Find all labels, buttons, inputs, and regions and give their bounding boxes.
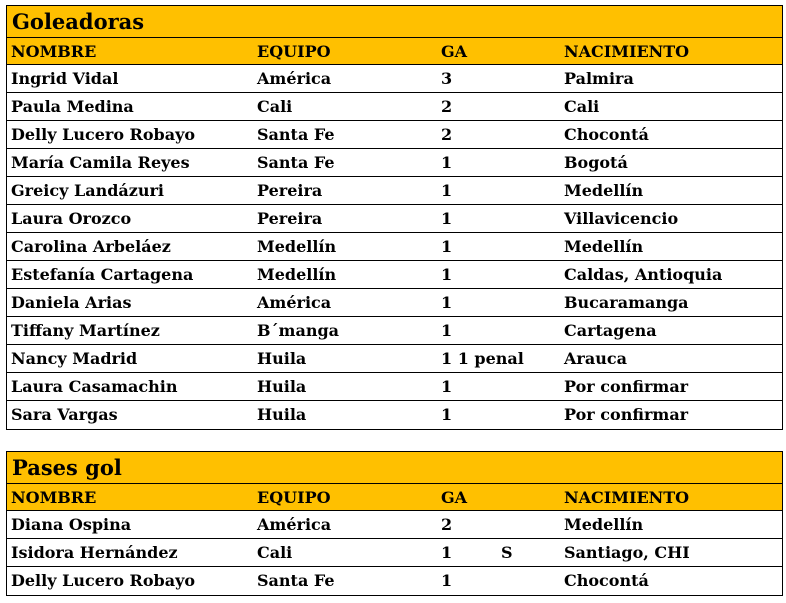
column-header-equipo: EQUIPO — [257, 42, 331, 61]
player-name: Estefanía Cartagena — [11, 265, 194, 284]
team-name: América — [257, 293, 332, 312]
table-row — [7, 205, 782, 233]
column-header-nacimiento: NACIMIENTO — [564, 42, 690, 61]
player-name: Ingrid Vidal — [11, 69, 119, 88]
table-row — [7, 539, 782, 567]
team-name: América — [257, 515, 332, 534]
player-name: Delly Lucero Robayo — [11, 125, 196, 144]
goals-value: 1 — [441, 405, 453, 424]
table-row — [7, 177, 782, 205]
goals-value: 2 — [441, 97, 453, 116]
player-name: Isidora Hernández — [11, 543, 178, 562]
team-name: Santa Fe — [257, 571, 335, 590]
goals-value: 1 — [441, 321, 453, 340]
table-row — [7, 261, 782, 289]
table-row — [7, 401, 782, 429]
team-name: América — [257, 69, 332, 88]
birthplace: Medellín — [564, 515, 644, 534]
birthplace: Cartagena — [564, 321, 657, 340]
pases-gol-title: Pases gol — [7, 452, 782, 484]
goals-value: 1 — [441, 153, 453, 172]
birthplace: Por confirmar — [564, 377, 689, 396]
table-row — [7, 289, 782, 317]
player-name: Laura Orozco — [11, 209, 132, 228]
goals-value: 1 — [441, 377, 453, 396]
goals-value: 2 — [441, 125, 453, 144]
player-name: Sara Vargas — [11, 405, 118, 424]
column-header-ga: GA — [441, 488, 468, 507]
table-row — [7, 511, 782, 539]
extra-mark: S — [501, 543, 513, 562]
birthplace: Cali — [564, 97, 600, 116]
birthplace: Villavicencio — [564, 209, 679, 228]
goals-value: 1 — [441, 293, 453, 312]
team-name: Santa Fe — [257, 153, 335, 172]
pases-gol-body — [7, 511, 782, 595]
team-name: Cali — [257, 543, 293, 562]
team-name: Pereira — [257, 209, 323, 228]
birthplace: Caldas, Antioquia — [564, 265, 723, 284]
column-header-ga: GA — [441, 42, 468, 61]
goals-value: 1 — [441, 209, 453, 228]
team-name: Huila — [257, 405, 307, 424]
player-name: Nancy Madrid — [11, 349, 138, 368]
team-name: B´manga — [257, 321, 340, 340]
birthplace: Chocontá — [564, 571, 649, 590]
pases-gol-header-row — [7, 484, 782, 511]
goals-value: 2 — [441, 515, 453, 534]
player-name: María Camila Reyes — [11, 153, 190, 172]
table-row — [7, 65, 782, 93]
player-name: Carolina Arbeláez — [11, 237, 171, 256]
goals-value: 1 — [441, 237, 453, 256]
goals-value: 1 — [441, 265, 453, 284]
birthplace: Por confirmar — [564, 405, 689, 424]
team-name: Huila — [257, 349, 307, 368]
column-header-nacimiento: NACIMIENTO — [564, 488, 690, 507]
table-row — [7, 93, 782, 121]
team-name: Pereira — [257, 181, 323, 200]
goals-value: 3 — [441, 69, 453, 88]
goals-value: 1 1 penal — [441, 349, 524, 368]
birthplace: Palmira — [564, 69, 634, 88]
column-header-nombre: NOMBRE — [11, 42, 97, 61]
goals-value: 1 — [441, 543, 453, 562]
birthplace: Arauca — [564, 349, 627, 368]
player-name: Paula Medina — [11, 97, 134, 116]
team-name: Cali — [257, 97, 293, 116]
goleadoras-table — [6, 5, 783, 430]
goals-value: 1 — [441, 181, 453, 200]
goleadoras-title: Goleadoras — [7, 6, 782, 38]
birthplace: Santiago, CHI — [564, 543, 690, 562]
table-row — [7, 373, 782, 401]
pases-gol-table — [6, 451, 783, 596]
table-row — [7, 233, 782, 261]
team-name: Huila — [257, 377, 307, 396]
birthplace: Medellín — [564, 181, 644, 200]
team-name: Medellín — [257, 237, 337, 256]
column-header-equipo: EQUIPO — [257, 488, 331, 507]
goals-value: 1 — [441, 571, 453, 590]
table-row — [7, 345, 782, 373]
column-header-nombre: NOMBRE — [11, 488, 97, 507]
birthplace: Bogotá — [564, 153, 628, 172]
birthplace: Medellín — [564, 237, 644, 256]
birthplace: Bucaramanga — [564, 293, 689, 312]
player-name: Tiffany Martínez — [11, 321, 160, 340]
team-name: Santa Fe — [257, 125, 335, 144]
table-row — [7, 567, 782, 595]
player-name: Daniela Arias — [11, 293, 132, 312]
player-name: Delly Lucero Robayo — [11, 571, 196, 590]
table-row — [7, 149, 782, 177]
player-name: Greicy Landázuri — [11, 181, 164, 200]
goleadoras-header-row — [7, 38, 782, 65]
player-name: Laura Casamachin — [11, 377, 178, 396]
table-row — [7, 317, 782, 345]
goleadoras-body — [7, 65, 782, 429]
player-name: Diana Ospina — [11, 515, 132, 534]
team-name: Medellín — [257, 265, 337, 284]
birthplace: Chocontá — [564, 125, 649, 144]
table-row — [7, 121, 782, 149]
